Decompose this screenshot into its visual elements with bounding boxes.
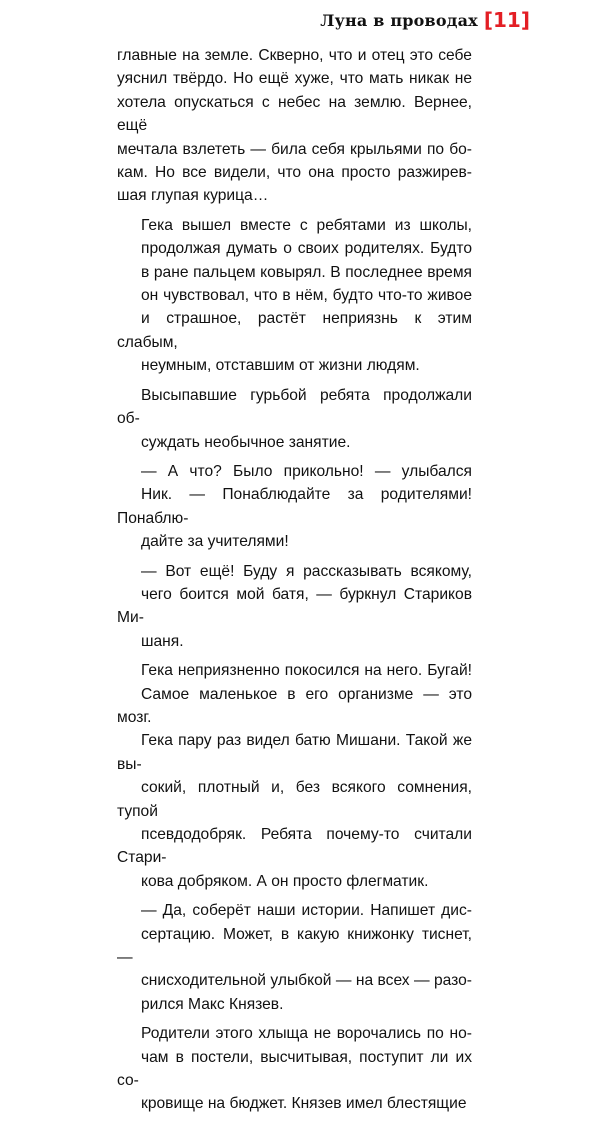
- paragraph: [117, 1022, 472, 1116]
- text-line: Гека вышел вместе с ребятами из школы,: [141, 216, 472, 234]
- text-line: уяснил твёрдо. Но ещё хуже, что мать никак не: [117, 70, 472, 88]
- text-line: Родители этого хлыща не ворочались по но-: [141, 1025, 472, 1043]
- text-line: суждать необычное занятие.: [141, 433, 351, 451]
- text-line: — Вот ещё! Буду я рассказывать всякому,: [141, 562, 472, 580]
- text-line: мечтала взлететь — била себя крыльями по бо-: [117, 140, 472, 158]
- text-line: шаня.: [141, 632, 184, 650]
- paragraph: [117, 460, 472, 554]
- text-line: в ране пальцем ковырял. В последнее время: [141, 263, 472, 281]
- text-line: продолжая думать о своих родителях. Будто: [141, 240, 472, 258]
- paragraph: [117, 899, 472, 1016]
- page-header: [320, 9, 530, 31]
- text-line: кровище на бюджет. Князев имел блестящие: [141, 1095, 467, 1113]
- text-line: сокий, плотный и, без всякого сомнения, тупой: [117, 779, 472, 820]
- text-line: Высыпавшие гурьбой ребята продолжали об-: [117, 386, 472, 428]
- text-line: неумным, отставшим от жизни людям.: [141, 357, 420, 375]
- text-line: — Да, соберёт наши истории. Напишет дис-: [141, 902, 472, 920]
- paragraph: [117, 384, 472, 454]
- text-line: Самое маленькое в его организме — это мозг.: [117, 685, 472, 726]
- text-line: чего боится мой батя, — буркнул Стариков Ми-: [117, 585, 472, 627]
- text-line: главные на земле. Скверно, что и отец это себе: [117, 47, 472, 64]
- text-line: хотела опускаться с небес на землю. Вернее, ещё: [117, 93, 472, 135]
- text-line: Гека пару раз видел батю Мишани. Такой же вы-: [117, 732, 472, 773]
- text-line: он чувствовал, что в нём, будто что-то живое: [141, 287, 472, 305]
- text-line: и страшное, растёт неприязнь к этим слабым,: [117, 310, 472, 351]
- text-line: Ник. — Понаблюдайте за родителями! Понаблю-: [117, 486, 472, 527]
- paragraph: [117, 560, 472, 654]
- text-line: рился Макс Князев.: [141, 995, 284, 1013]
- text-line: — А что? Было прикольно! — улыбался: [141, 462, 472, 480]
- text-line: псевдодобряк. Ребята почему-то считали Стари-: [117, 826, 472, 867]
- text-line: снисходительной улыбкой — на всех — разо-: [141, 972, 472, 990]
- text-line: дайте за учителями!: [141, 533, 289, 551]
- paragraph: [117, 44, 472, 208]
- paragraph: [117, 214, 472, 378]
- body-text: [117, 44, 472, 1122]
- running-title: Луна в проводах: [320, 10, 478, 30]
- text-line: Гека неприязненно покосился на него. Бугай!: [141, 662, 472, 680]
- text-line: шая глупая курица…: [117, 187, 269, 205]
- text-line: кова добряком. А он просто флегматик.: [141, 872, 429, 890]
- text-line: сертацию. Может, в какую книжонку тиснет, —: [117, 925, 472, 967]
- text-line: кам. Но все видели, что она просто разжирев-: [117, 164, 472, 182]
- page-number: [11]: [483, 8, 530, 32]
- text-line: чам в постели, высчитывая, поступит ли их со-: [117, 1048, 472, 1090]
- paragraph: [117, 659, 472, 893]
